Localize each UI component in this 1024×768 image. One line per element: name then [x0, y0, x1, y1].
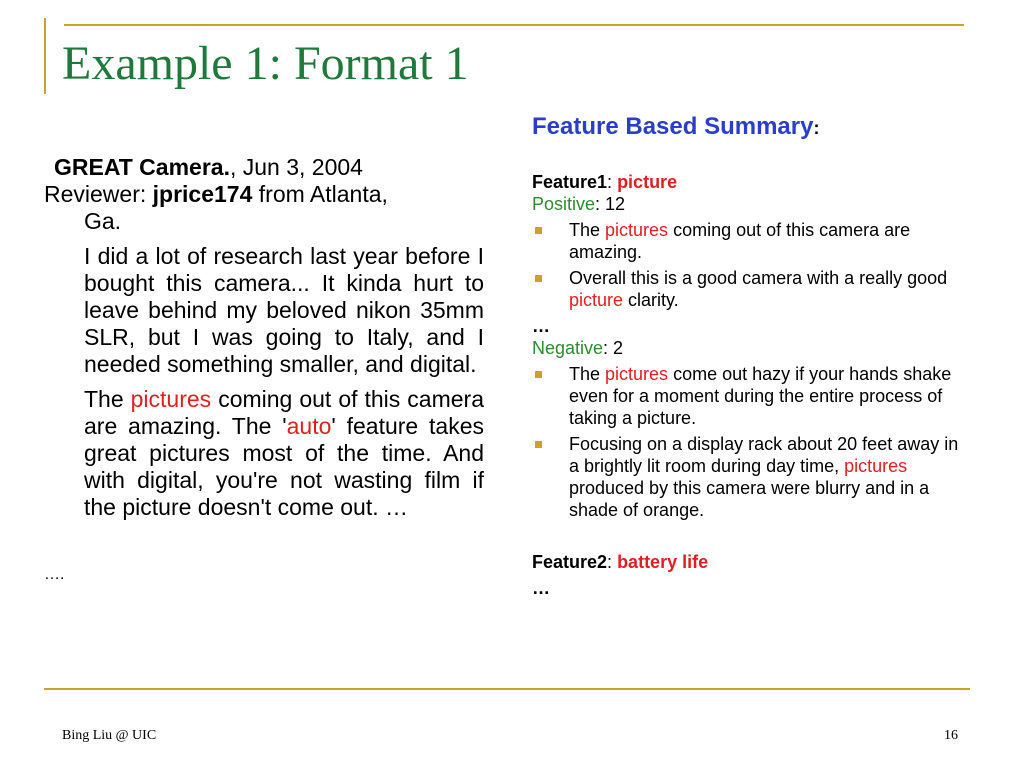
reviewer-line [44, 181, 484, 208]
feature2-sep: : [607, 552, 618, 572]
reviewer-name: jprice174 [152, 181, 253, 207]
positive-item [532, 267, 972, 311]
negative-line [532, 337, 972, 359]
para2-pictures: pictures [130, 386, 212, 412]
bullet-icon [535, 441, 542, 448]
summary-heading [532, 112, 972, 143]
bullet-text: The [569, 364, 606, 384]
bullet-highlight: picture [569, 290, 624, 310]
negative-count: : 2 [603, 338, 624, 358]
ellipsis-1: … [532, 316, 550, 336]
review-paragraph-2 [84, 386, 484, 521]
reviewer-location-cont: Ga. [84, 208, 122, 234]
ellipsis-2: … [532, 578, 550, 598]
feature1-line [532, 171, 972, 193]
review-paragraph-1: I did a lot of research last year before I bought this camera... It kinda hurt to leave behind my beloved nikon 35mm SLR, but I was going to Italy, and I needed something smaller, and digital. [84, 243, 484, 377]
bullet-text: Overall this is a good camera with a really good [569, 268, 948, 288]
para2-text-c: ' feature takes great pictures most of the time. And with digital, you're not wasting film if the picture doesn't come out. … [84, 413, 484, 520]
bullet-text: coming out of this camera are amazing. [569, 220, 911, 262]
negative-item [532, 433, 972, 521]
bullet-icon [535, 371, 542, 378]
page-number: 16 [944, 728, 958, 743]
bullet-text: clarity. [623, 290, 679, 310]
positive-item [532, 219, 972, 263]
review-date: , Jun 3, 2004 [229, 154, 363, 180]
feature2-label: Feature2 [532, 552, 608, 572]
reviewer-label: Reviewer: [44, 181, 153, 207]
left-rule [44, 18, 46, 94]
review-headline-title: GREAT Camera. [54, 154, 230, 180]
bullet-highlight: pictures [844, 456, 908, 476]
bullet-highlight: pictures [605, 364, 669, 384]
para2-text-a: The [84, 386, 131, 412]
negative-label: Negative [532, 338, 604, 358]
bullet-icon [535, 227, 542, 234]
feature1-label: Feature1 [532, 172, 608, 192]
positive-list [532, 219, 972, 311]
trailing-dots: …. [44, 566, 65, 583]
negative-item [532, 363, 972, 429]
review-headline [54, 154, 484, 181]
negative-list [532, 363, 972, 521]
positive-line [532, 193, 972, 215]
review-column [44, 154, 484, 588]
summary-column [532, 112, 972, 599]
reviewer-location: from Atlanta, [252, 181, 388, 207]
bullet-highlight: pictures [605, 220, 669, 240]
bottom-rule [44, 688, 970, 690]
summary-heading-text: Feature Based Summary [532, 113, 814, 140]
feature1-sep: : [607, 172, 618, 192]
bullet-text: come out hazy if your hands shake even for a moment during the entire process of taking a picture. [569, 364, 952, 428]
para2-auto: auto [286, 413, 332, 439]
bullet-icon [535, 275, 542, 282]
feature1-name: picture [617, 172, 678, 192]
bullet-text: The [569, 220, 606, 240]
positive-label: Positive [532, 194, 596, 214]
slide-title: Example 1: Format 1 [62, 37, 469, 90]
bullet-text: produced by this camera were blurry and in a shade of orange. [569, 478, 930, 520]
summary-heading-colon: : [813, 118, 820, 138]
feature2-name: battery life [617, 552, 709, 572]
feature2-line [532, 551, 972, 573]
bullet-text: Focusing on a display rack about 20 feet away in a brightly lit room during day time, [569, 434, 959, 476]
footer-author: Bing Liu @ UIC [62, 728, 157, 743]
top-rule [64, 24, 964, 26]
positive-count: : 12 [595, 194, 626, 214]
para2-text-b: coming out of this camera are amazing. The ' [84, 386, 484, 439]
